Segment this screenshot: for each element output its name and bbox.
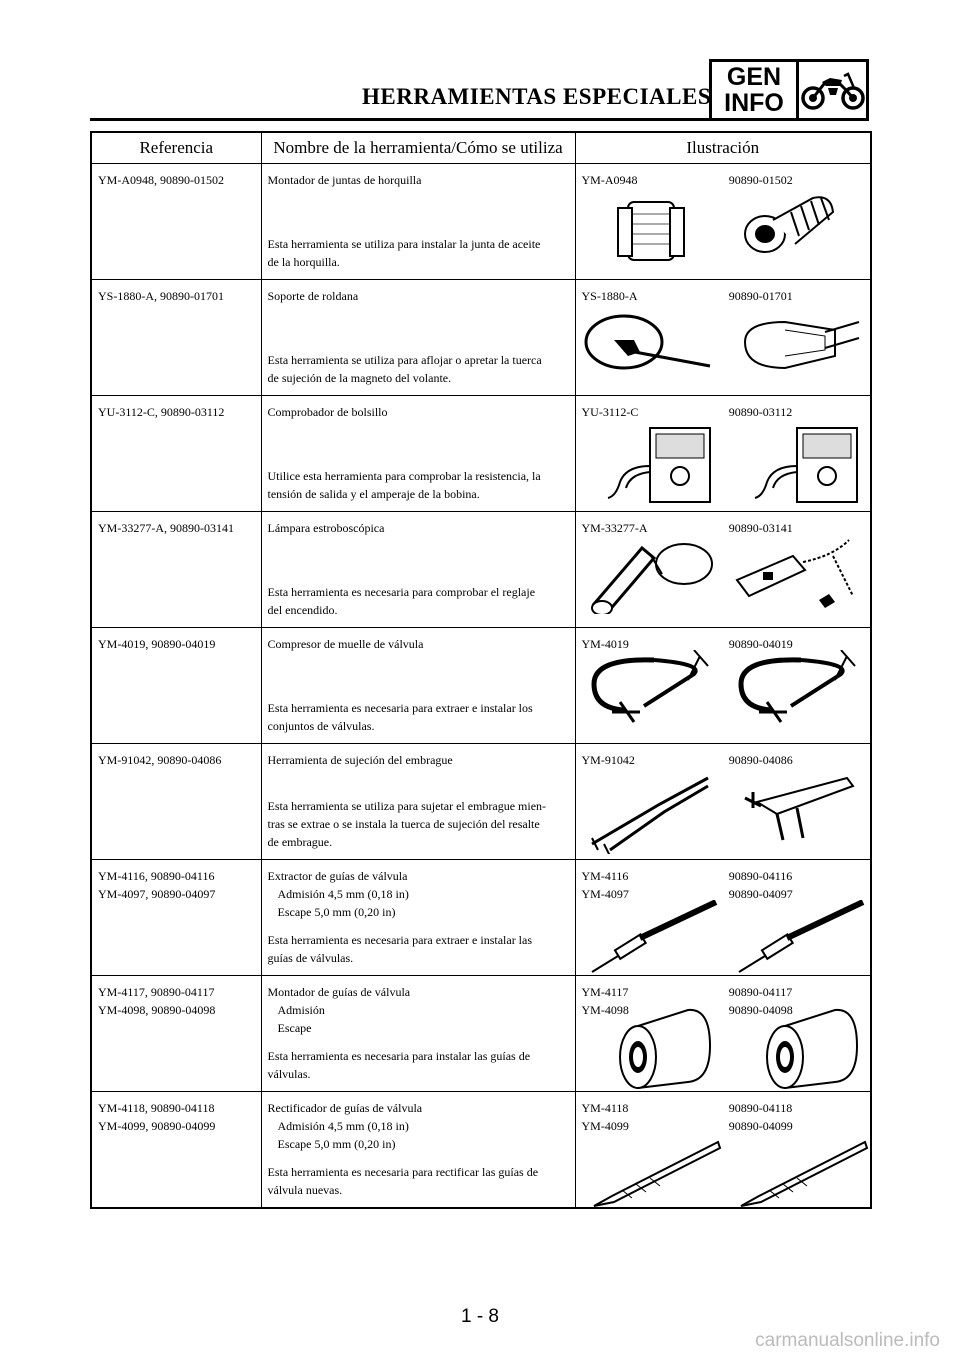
illustration-cell <box>575 1092 871 1209</box>
ref-line: YM-91042, 90890-04086 <box>98 753 222 767</box>
illustration-right <box>723 976 870 1091</box>
illustration-right <box>723 628 870 743</box>
ill_right-line: 90890-01502 <box>728 173 793 187</box>
page-title: HERRAMIENTAS ESPECIALES <box>362 84 712 109</box>
ref-line: YM-4116, 90890-04116 <box>98 869 215 883</box>
ref-line: YM-4097, 90890-04097 <box>98 887 216 901</box>
table-row <box>91 512 871 628</box>
table-row <box>91 976 871 1092</box>
ill_right-line: 90890-04098 <box>728 1003 793 1017</box>
illustration-cell <box>575 860 871 976</box>
ill_left-line: YS-1880-A <box>581 289 638 303</box>
name-line: Rectificador de guías de válvula <box>267 1101 423 1115</box>
name-line: Compresor de muelle de válvula <box>267 637 424 651</box>
ill_left-line: YU-3112-C <box>581 405 639 419</box>
name-line: Admisión 4,5 mm (0,18 in) <box>277 1119 409 1133</box>
name-cell <box>261 280 575 396</box>
illustration-right <box>723 512 870 627</box>
ref-line: YM-33277-A, 90890-03141 <box>98 521 234 535</box>
col-header-illustration: Ilustración <box>575 132 871 164</box>
illustration-left <box>576 860 723 975</box>
ill_right-line: 90890-04117 <box>728 985 793 999</box>
ill_right-line: 90890-04118 <box>728 1101 793 1115</box>
use-line: de la horquilla. <box>267 255 340 269</box>
usage-text <box>268 931 571 967</box>
name-cell <box>261 1092 575 1209</box>
name-cell <box>261 976 575 1092</box>
illustration-cell <box>575 744 871 860</box>
section-badge <box>709 59 869 121</box>
illustration-left <box>576 628 723 743</box>
ref-cell <box>91 1092 261 1209</box>
use-line: de embrague. <box>267 835 333 849</box>
ill_left-line: YM-A0948 <box>581 173 638 187</box>
name-line: Herramienta de sujeción del embrague <box>267 753 453 767</box>
ref-line: YS-1880-A, 90890-01701 <box>98 289 224 303</box>
usage-text <box>268 1047 571 1083</box>
usage-text <box>268 699 571 735</box>
use-line: tras se extrae o se instala la tuerca de sujeción del resalte <box>267 817 540 831</box>
ill_left-line: YM-4118 <box>581 1101 629 1115</box>
ref-cell <box>91 512 261 628</box>
col-header-name: Nombre de la herramienta/Cómo se utiliza <box>261 132 575 164</box>
ill_left-line: YM-4116 <box>581 869 629 883</box>
table-header-row <box>91 132 871 164</box>
ref-line: YM-4099, 90890-04099 <box>98 1119 216 1133</box>
ill_right-line: 90890-01701 <box>728 289 793 303</box>
ill_left-line: YM-4097 <box>581 887 629 901</box>
badge-line2: INFO <box>724 89 784 117</box>
illustration-cell <box>575 396 871 512</box>
table-row <box>91 744 871 860</box>
table-row <box>91 396 871 512</box>
name-line: Montador de juntas de horquilla <box>267 173 422 187</box>
use-line: Esta herramienta es necesaria para rectificar las guías de <box>267 1165 539 1179</box>
illustration-cell <box>575 512 871 628</box>
table-row <box>91 860 871 976</box>
ref-cell <box>91 860 261 976</box>
illustration-cell <box>575 280 871 396</box>
use-line: Esta herramienta es necesaria para instalar las guías de <box>267 1049 531 1063</box>
usage-text <box>268 467 571 503</box>
illustration-left <box>576 280 723 395</box>
badge-line1: GEN <box>726 63 782 91</box>
name-line: Admisión 4,5 mm (0,18 in) <box>277 887 409 901</box>
illustration-right <box>723 280 870 395</box>
use-line: conjuntos de válvulas. <box>267 719 375 733</box>
ref-cell <box>91 164 261 280</box>
ref-cell <box>91 976 261 1092</box>
illustration-left <box>576 744 723 859</box>
col-header-ref: Referencia <box>91 132 261 164</box>
use-line: guías de válvulas. <box>267 951 354 965</box>
name-line: Escape 5,0 mm (0,20 in) <box>277 1137 396 1151</box>
title-rule <box>90 118 710 121</box>
use-line: Esta herramienta se utiliza para sujetar el embrague mien- <box>267 799 547 813</box>
name-line: Lámpara estroboscópica <box>267 521 385 535</box>
illustration-right <box>723 860 870 975</box>
name-cell <box>261 744 575 860</box>
use-line: Esta herramienta es necesaria para extraer e instalar las <box>267 933 533 947</box>
illustration-left <box>576 164 723 279</box>
table-row <box>91 1092 871 1209</box>
ill_left-line: YM-4099 <box>581 1119 629 1133</box>
ref-line: YU-3112-C, 90890-03112 <box>98 405 225 419</box>
ill_left-line: YM-4098 <box>581 1003 629 1017</box>
ref-cell <box>91 628 261 744</box>
tools-table <box>90 131 872 1209</box>
name-cell <box>261 396 575 512</box>
use-line: Esta herramienta es necesaria para extraer e instalar los <box>267 701 533 715</box>
name-line: Admisión <box>277 1003 325 1017</box>
illustration-left <box>576 976 723 1091</box>
usage-text <box>268 797 571 851</box>
ref-cell <box>91 396 261 512</box>
name-cell <box>261 164 575 280</box>
ill_right-line: 90890-04099 <box>728 1119 793 1133</box>
ref-line: YM-4117, 90890-04117 <box>98 985 215 999</box>
ill_left-line: YM-4117 <box>581 985 629 999</box>
ref-cell <box>91 744 261 860</box>
table-row <box>91 628 871 744</box>
use-line: del encendido. <box>267 603 338 617</box>
ill_right-line: 90890-04097 <box>728 887 793 901</box>
ref-line: YM-4098, 90890-04098 <box>98 1003 216 1017</box>
ill_left-line: YM-33277-A <box>581 521 648 535</box>
ref-cell <box>91 280 261 396</box>
name-line: Escape 5,0 mm (0,20 in) <box>277 905 396 919</box>
ill_right-line: 90890-04086 <box>728 753 793 767</box>
motorcycle-icon <box>799 62 866 118</box>
ill_left-line: YM-4019 <box>581 637 629 651</box>
use-line: válvulas. <box>267 1067 311 1081</box>
ill_right-line: 90890-03112 <box>728 405 793 419</box>
name-line: Escape <box>277 1021 312 1035</box>
name-line: Montador de guías de válvula <box>267 985 411 999</box>
name-cell <box>261 628 575 744</box>
ill_right-line: 90890-04019 <box>728 637 793 651</box>
illustration-left <box>576 512 723 627</box>
illustration-cell <box>575 976 871 1092</box>
ref-line: YM-4118, 90890-04118 <box>98 1101 215 1115</box>
name-cell <box>261 512 575 628</box>
illustration-cell <box>575 628 871 744</box>
illustration-left <box>576 1092 723 1207</box>
usage-text <box>268 583 571 619</box>
name-line: Comprobador de bolsillo <box>267 405 388 419</box>
name-line: Extractor de guías de válvula <box>267 869 408 883</box>
usage-text <box>268 1163 571 1199</box>
name-line: Soporte de roldana <box>267 289 359 303</box>
illustration-right <box>723 744 870 859</box>
page-number: 1 - 8 <box>460 1306 500 1327</box>
use-line: Esta herramienta se utiliza para instalar la junta de aceite <box>267 237 541 251</box>
usage-text <box>268 351 571 387</box>
ill_right-line: 90890-03141 <box>728 521 793 535</box>
illustration-right <box>723 1092 870 1207</box>
watermark: carmanualsonline.info <box>755 1330 940 1351</box>
table-row <box>91 164 871 280</box>
table-row <box>91 280 871 396</box>
ref-line: YM-4019, 90890-04019 <box>98 637 216 651</box>
use-line: tensión de salida y el amperaje de la bobina. <box>267 487 480 501</box>
usage-text <box>268 235 571 271</box>
illustration-right <box>723 396 870 511</box>
ref-line: YM-A0948, 90890-01502 <box>98 173 224 187</box>
ill_right-line: 90890-04116 <box>728 869 793 883</box>
use-line: Utilice esta herramienta para comprobar la resistencia, la <box>267 469 541 483</box>
name-cell <box>261 860 575 976</box>
illustration-cell <box>575 164 871 280</box>
illustration-left <box>576 396 723 511</box>
use-line: de sujeción de la magneto del volante. <box>267 371 452 385</box>
use-line: Esta herramienta se utiliza para aflojar o apretar la tuerca <box>267 353 542 367</box>
badge-text <box>712 62 799 118</box>
illustration-right <box>723 164 870 279</box>
use-line: Esta herramienta es necesaria para comprobar el reglaje <box>267 585 536 599</box>
use-line: válvula nuevas. <box>267 1183 343 1197</box>
ill_left-line: YM-91042 <box>581 753 635 767</box>
